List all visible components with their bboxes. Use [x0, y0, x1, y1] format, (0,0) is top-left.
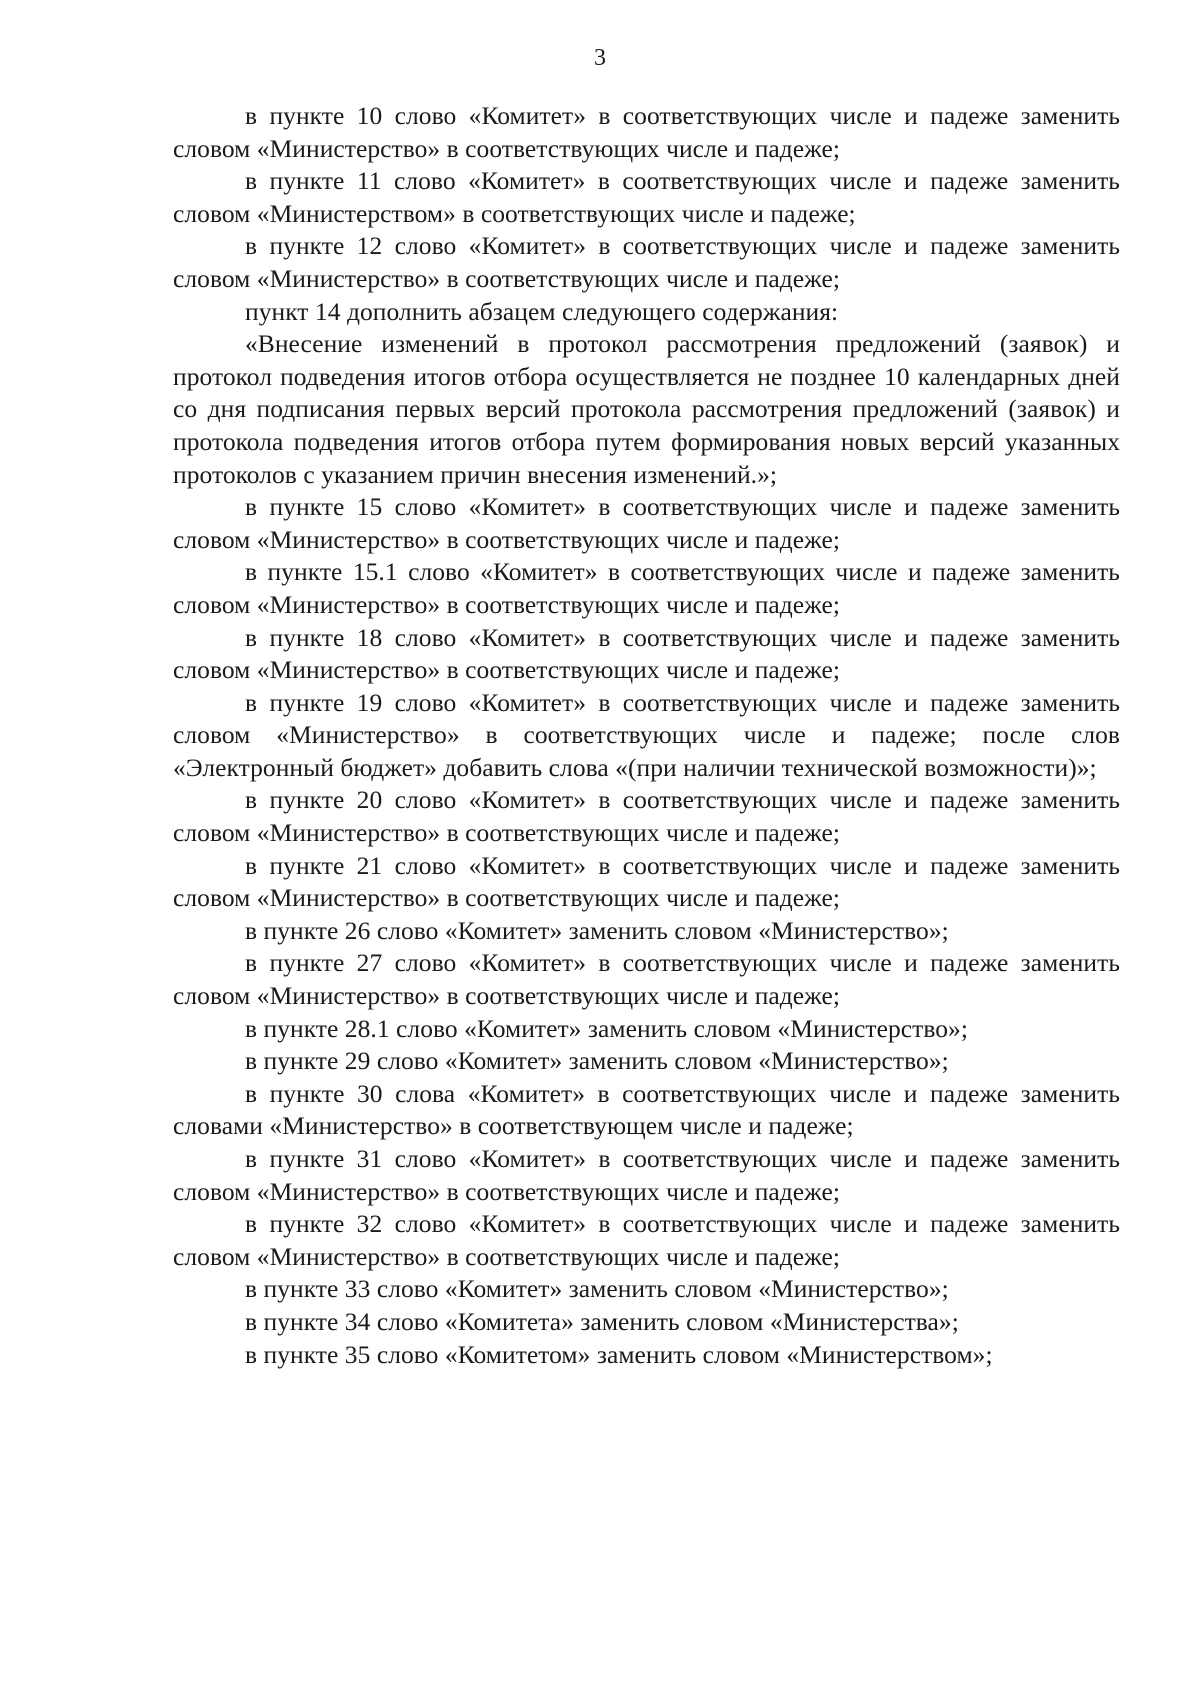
paragraph-item-27: в пункте 27 слово «Комитет» в соответствующих числе и падеже заменить словом «Министерство» в соответствующих числе и падеже;: [173, 948, 1120, 1011]
paragraph-item-19: в пункте 19 слово «Комитет» в соответствующих числе и падеже заменить словом «Министерство» в соответствующих числе и падеже; после слов «Электронный бюджет» добавить слова «(при наличии технической возможности)»;: [173, 687, 1120, 782]
paragraph-item-34: в пункте 34 слово «Комитета» заменить словом «Министерства»;: [245, 1306, 959, 1336]
paragraph-item-10: в пункте 10 слово «Комитет» в соответствующих числе и падеже заменить словом «Министерство» в соответствующих числе и падеже;: [173, 101, 1120, 163]
page-number: 3: [594, 45, 606, 71]
paragraph-item-29: в пункте 29 слово «Комитет» заменить словом «Министерство»;: [245, 1046, 949, 1076]
paragraph-item-12: в пункте 12 слово «Комитет» в соответствующих числе и падеже заменить словом «Министерство» в соответствующих числе и падеже;: [173, 231, 1120, 293]
paragraph-item-30: в пункте 30 слова «Комитет» в соответствующих числе и падеже заменить словами «Министерство» в соответствующем числе и падеже;: [173, 1078, 1120, 1141]
paragraph-quote-14: «Внесение изменений в протокол рассмотрения предложений (заявок) и протокол подведения итогов отбора осуществляется не позднее 10 календарных дней со дня подписания первых версий протокола рассмотрения предложений (заявок) и протокола подведения итогов отбора путем формирования новых версий указанных протоколов с указанием причин внесения изменений.»;: [173, 329, 1120, 489]
paragraph-item-15-1: в пункте 15.1 слово «Комитет» в соответствующих числе и падеже заменить словом «Министерство» в соответствующих числе и падеже;: [173, 557, 1120, 619]
paragraph-item-26: в пункте 26 слово «Комитет» заменить словом «Министерство»;: [245, 915, 949, 945]
paragraph-item-31: в пункте 31 слово «Комитет» в соответствующих числе и падеже заменить словом «Министерство» в соответствующих числе и падеже;: [173, 1144, 1120, 1206]
document-body: [173, 100, 1120, 1371]
paragraph-item-21: в пункте 21 слово «Комитет» в соответствующих числе и падеже заменить словом «Министерство» в соответствующих числе и падеже;: [173, 850, 1120, 913]
paragraph-item-33: в пункте 33 слово «Комитет» заменить словом «Министерство»;: [245, 1274, 949, 1304]
paragraph-item-35: в пункте 35 слово «Комитетом» заменить словом «Министерством»;: [245, 1339, 993, 1369]
paragraph-item-14: пункт 14 дополнить абзацем следующего содержания:: [245, 296, 839, 326]
paragraph-item-20: в пункте 20 слово «Комитет» в соответствующих числе и падеже заменить словом «Министерство» в соответствующих числе и падеже;: [173, 785, 1120, 848]
paragraph-item-11: в пункте 11 слово «Комитет» в соответствующих числе и падеже заменить словом «Министерством» в соответствующих числе и падеже;: [173, 166, 1120, 228]
paragraph-item-18: в пункте 18 слово «Комитет» в соответствующих числе и падеже заменить словом «Министерство» в соответствующих числе и падеже;: [173, 622, 1120, 685]
paragraph-item-28-1: в пункте 28.1 слово «Комитет» заменить словом «Министерство»;: [245, 1013, 968, 1043]
paragraph-item-15: в пункте 15 слово «Комитет» в соответствующих числе и падеже заменить словом «Министерство» в соответствующих числе и падеже;: [173, 492, 1120, 554]
paragraph-item-32: в пункте 32 слово «Комитет» в соответствующих числе и падеже заменить словом «Министерство» в соответствующих числе и падеже;: [173, 1209, 1120, 1271]
